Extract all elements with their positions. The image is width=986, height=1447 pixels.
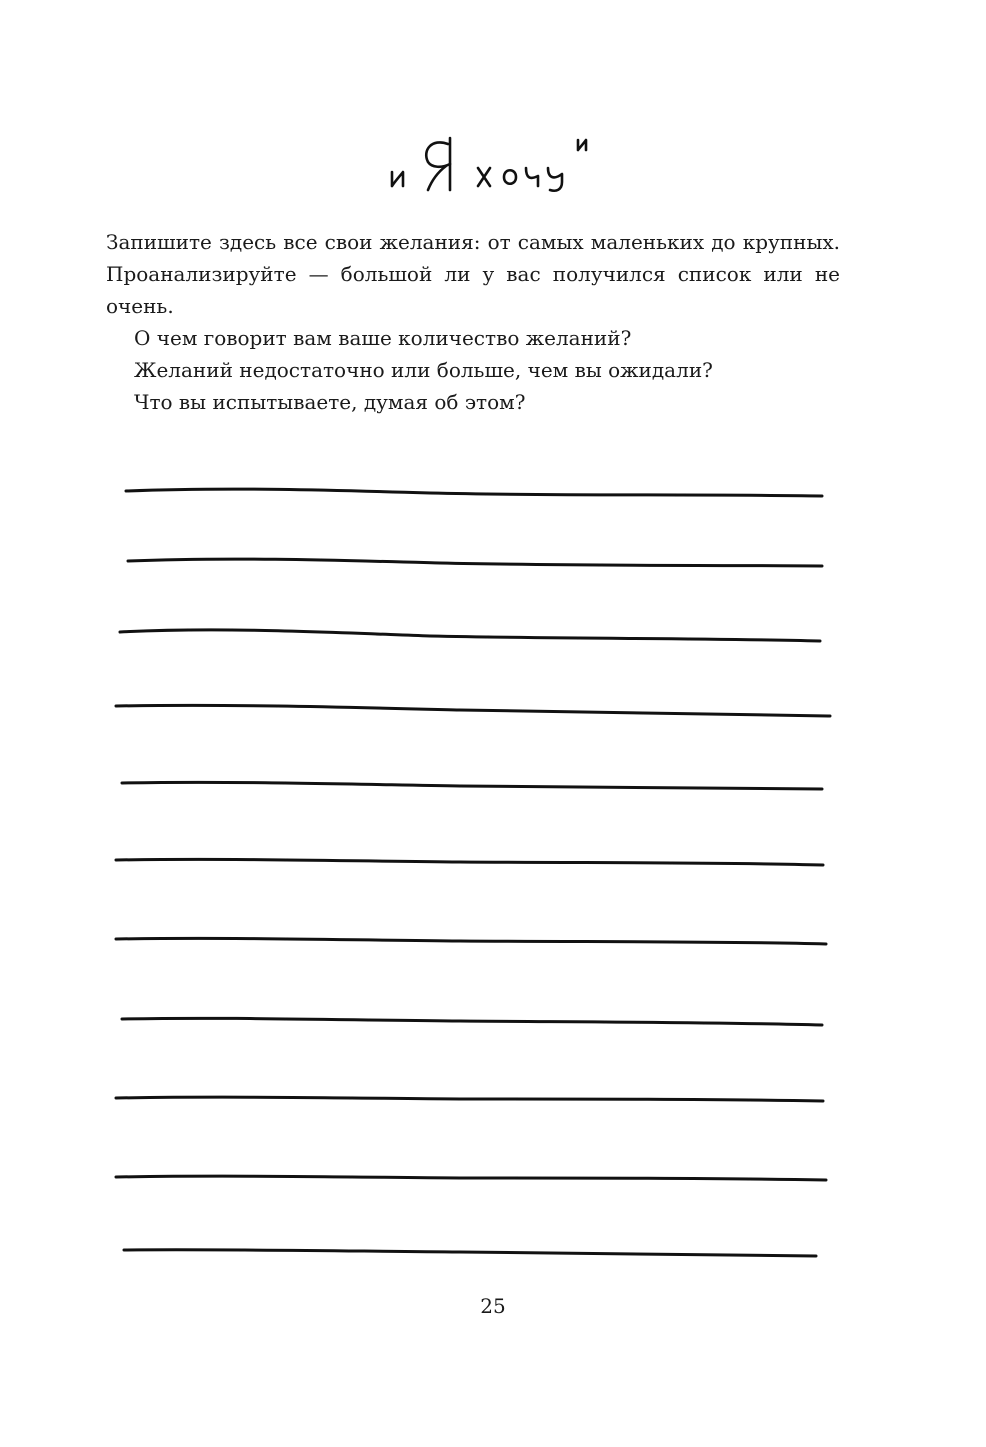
page-number: 25 — [480, 1294, 506, 1318]
question-3: Что вы испытываете, думая об этом? — [134, 390, 526, 414]
handwritten-title-drawing — [370, 120, 600, 210]
handwritten-title — [370, 120, 600, 210]
instruction-text — [106, 226, 840, 418]
writing-line-6 — [116, 859, 823, 865]
writing-line-10 — [116, 1176, 826, 1180]
question-2: Желаний недостаточно или больше, чем вы ожидали? — [134, 358, 713, 382]
writing-line-3 — [120, 630, 820, 641]
writing-line-11 — [124, 1250, 816, 1256]
writing-line-1 — [126, 489, 822, 496]
writing-line-4 — [116, 705, 830, 716]
writing-line-2 — [128, 559, 822, 566]
writing-line-7 — [116, 938, 826, 944]
intro-paragraph: Запишите здесь все свои желания: от самых маленьких до крупных. Проанализируйте — большой ли у вас получился список или не очень. — [106, 230, 840, 318]
question-1: О чем говорит вам ваше количество желаний? — [134, 326, 632, 350]
writing-line-8 — [122, 1018, 822, 1025]
writing-line-5 — [122, 782, 822, 789]
writing-line-9 — [116, 1097, 823, 1101]
